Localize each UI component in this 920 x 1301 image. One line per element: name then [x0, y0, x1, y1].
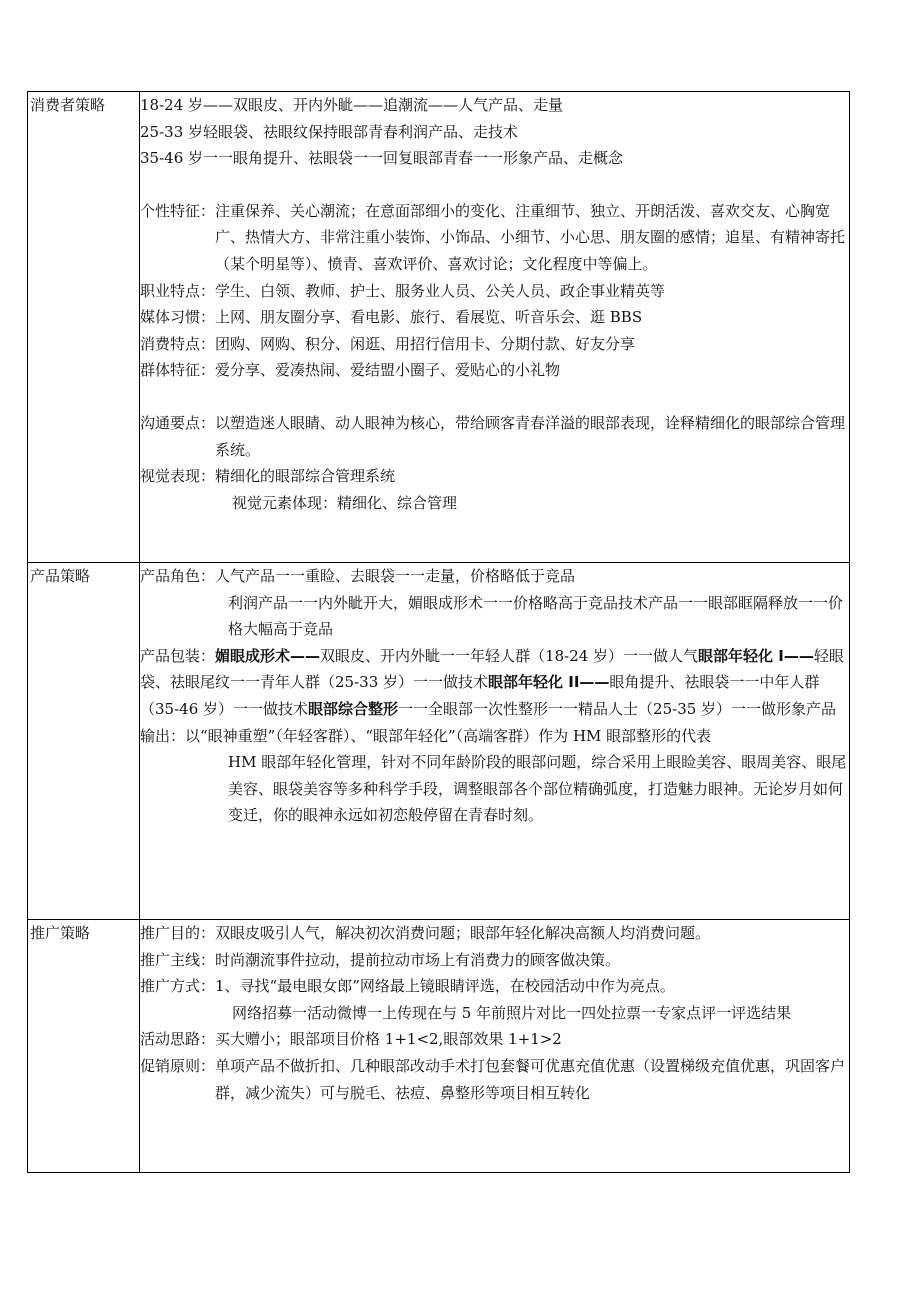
sales-text: 单项产品不做折扣、几种眼部改动手术打包套餐可优惠充值优惠（设置梯级充值优惠，巩固客户群，减少流失）可与脱毛、祛痘、鼻整形等项目相互转化 [215, 1056, 846, 1102]
consume-block [140, 331, 847, 358]
promotion-strategy-label: 推广策略 [30, 924, 91, 942]
job-key: 职业特点： [140, 281, 216, 300]
mainline-key: 推广主线： [140, 950, 216, 969]
table-row-consumer [28, 92, 850, 563]
goal-key: 推广目的： [140, 924, 216, 942]
method-key: 推广方式： [140, 977, 216, 996]
activity-block [140, 1026, 847, 1053]
mainline-text: 时尚潮流事件拉动，提前拉动市场上有消费力的顾客做决策。 [215, 950, 621, 969]
goal-text: 双眼皮吸引人气，解决初次消费问题；眼部年轻化解决高额人均消费问题。 [215, 924, 711, 942]
group-key: 群体特征： [140, 361, 216, 380]
hm-description: HM 眼部年轻化管理，针对不同年龄阶段的眼部问题，综合采用上眼睑美容、眼周美容、眼尾美容、眼袋美容等多种科学手段，调整眼部各个部位精确弧度，打造魅力眼神。无论岁月如何变迁，你的眼神永远如初恋般停留在青春时刻。 [228, 753, 847, 825]
consume-key: 消费特点： [140, 334, 216, 353]
media-text: 上网、朋友圈分享、看电影、旅行、看展览、听音乐会、逛 BBS [215, 308, 643, 327]
row-label-cell [28, 563, 140, 920]
role-text: 人气产品一一重睑、去眼袋一一走量，价格略低于竞品 [215, 567, 576, 585]
activity-text: 买大赠小；眼部项目价格 1+1<2,眼部效果 1+1>2 [215, 1030, 562, 1049]
method-text-2: 网络招募一活动微博一上传现在与 5 年前照片对比一四处拉票一专家点评一评选结果 [232, 1003, 792, 1022]
packaging-block [140, 643, 847, 749]
table-row-promotion [28, 920, 850, 1173]
media-key: 媒体习惯： [140, 308, 216, 327]
goal-block [140, 920, 847, 947]
method-text: 1、寻找“最电眼女郎”网络最上镜眼睛评选，在校园活动中作为亮点。 [215, 977, 675, 996]
packaging-text-4: 一一全眼部一次性整形一一精品人士（25-35 岁）一一做形象产品输出：以“眼神重塑”（年轻客群）、“眼部年轻化”（高端客群）作为 HM 眼部整形的代表 [140, 699, 837, 745]
role-block [140, 563, 847, 590]
promotion-content-cell [140, 920, 850, 1173]
packaging-bold-4: 眼部综合整形 [308, 699, 399, 718]
sales-block [140, 1053, 847, 1106]
age-line-1: 18-24 岁——双眼皮、开内外眦——追潮流——人气产品、走量 [140, 96, 564, 114]
sales-key: 促销原则： [140, 1056, 216, 1075]
age-line-3: 35-46 岁一一眼角提升、祛眼袋一一回复眼部青春一一形象产品、走概念 [140, 149, 624, 168]
visual-key: 视觉表现： [140, 467, 216, 486]
role-text-2: 利润产品一一内外眦开大，媚眼成形术一一价格略高于竞品技术产品一一眼部眶隔释放一一价格大幅高于竞品 [228, 593, 844, 639]
visual-elements-text: 视觉元素体现：精细化、综合管理 [232, 493, 458, 512]
age-line-2: 25-33 岁轻眼袋、祛眼纹保持眼部青春利润产品、走技术 [140, 122, 519, 141]
personality-text: 注重保养、关心潮流；在意面部细小的变化、注重细节、独立、开朗活泼、喜欢交友、心胸宽广、热情大方、非常注重小装饰、小饰品、小细节、小心思、朋友圈的感情；追星、有精神寄托（某个明星等）、愤青、喜欢评价、喜欢讨论；文化程度中等偏上。 [215, 201, 846, 273]
personality-block [140, 198, 847, 278]
consume-text: 团购、网购、积分、闲逛、用招行信用卡、分期付款、好友分享 [215, 334, 636, 353]
mainline-block [140, 947, 847, 974]
packaging-bold-3: 眼部年轻化 II—— [488, 673, 610, 692]
row-label-cell [28, 92, 140, 563]
group-text: 爱分享、爱凑热闹、爱结盟小圈子、爱贴心的小礼物 [215, 361, 561, 380]
table-row-product [28, 563, 850, 920]
consumer-strategy-label: 消费者策略 [30, 96, 106, 114]
role-key: 产品角色： [140, 567, 216, 585]
communication-text: 以塑造迷人眼睛、动人眼神为核心，带给顾客青春洋溢的眼部表现，诠释精细化的眼部综合管理系统。 [215, 413, 846, 459]
activity-key: 活动思路： [140, 1030, 216, 1049]
product-content-cell [140, 563, 850, 920]
row-label-cell [28, 920, 140, 1173]
packaging-text-2: 轻眼袋、祛眼尾纹一一青年人群（25-33 岁）一一做技术 [140, 646, 844, 692]
packaging-key: 产品包装： [140, 646, 216, 665]
group-block [140, 357, 847, 384]
visual-block [140, 463, 847, 490]
job-block [140, 278, 847, 305]
packaging-bold-2: 眼部年轻化 I—— [698, 646, 814, 665]
communication-key: 沟通要点： [140, 413, 216, 432]
personality-key: 个性特征： [140, 201, 216, 220]
packaging-bold-1: 媚眼成形术—— [215, 646, 321, 665]
visual-text: 精细化的眼部综合管理系统 [215, 467, 396, 486]
strategy-table [27, 91, 850, 1173]
packaging-text-3: 眼角提升、祛眼袋一一中年人群（35-46 岁）一一做技术 [140, 673, 820, 718]
communication-block [140, 410, 847, 463]
media-block [140, 304, 847, 331]
consumer-content-cell [140, 92, 850, 563]
job-text: 学生、白领、教师、护士、服务业人员、公关人员、政企事业精英等 [215, 281, 666, 300]
packaging-text-1: 双眼皮、开内外眦一一年轻人群（18-24 岁）一一做人气 [320, 646, 699, 665]
product-strategy-label: 产品策略 [30, 567, 91, 585]
method-block [140, 973, 847, 1000]
